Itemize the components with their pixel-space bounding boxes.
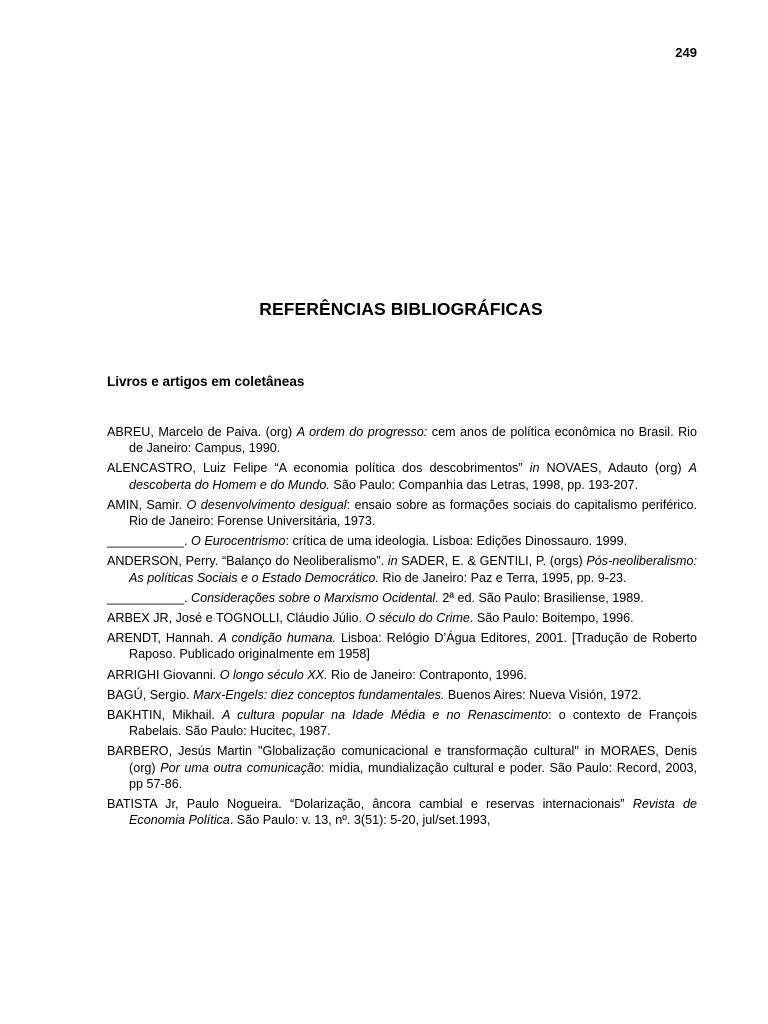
reference-text: SADER, E. & GENTILI, P. (orgs) <box>397 554 587 569</box>
reference-title-italic: O Eurocentrismo <box>191 534 286 549</box>
reference-title-italic: Considerações sobre o Marxismo Ocidental. <box>191 590 439 605</box>
reference-text: São Paulo: Companhia das Letras, 1998, pp. 193-207. <box>329 477 638 492</box>
reference-text: Buenos Aires: Nueva Visión, 1972. <box>444 687 642 702</box>
reference-text: . São Paulo: Boitempo, 1996. <box>469 611 634 626</box>
reference-text: : ensaio sobre as formações sociais do capitalismo periférico. Rio de Janeiro: Forense Universitária, 1973. <box>129 497 698 529</box>
reference-entry <box>107 667 697 683</box>
reference-entry <box>107 590 697 606</box>
reference-text: ___________. <box>107 534 192 549</box>
reference-entry <box>107 460 697 492</box>
reference-title-italic: A cultura popular na Idade Média e no Renascimento <box>222 708 549 723</box>
reference-entry <box>107 630 697 662</box>
reference-title-italic: O longo século XX. <box>219 667 328 682</box>
reference-entry <box>107 497 697 529</box>
reference-title-italic: O século do Crime <box>365 611 470 626</box>
reference-text: ARENDT, Hannah. <box>107 631 219 646</box>
reference-entry <box>107 424 697 456</box>
reference-entry <box>107 743 697 792</box>
reference-text: ARBEX JR, José e TOGNOLLI, Cláudio Júlio. <box>107 611 366 626</box>
reference-entry <box>107 610 697 626</box>
reference-text: ABREU, Marcelo de Paiva. (org) <box>107 425 297 439</box>
reference-text: cem anos de política econômica no Brasil. Rio de Janeiro: Campus, 1990. <box>129 425 697 456</box>
section-heading: Livros e artigos em coletâneas <box>107 374 305 389</box>
reference-text: ARRIGHI Giovanni. <box>107 667 220 682</box>
reference-title-italic: Marx-Engels: diez conceptos fundamentales. <box>193 687 445 702</box>
reference-text: : mídia, mundialização cultural e poder. São Paulo: Record, 2003, pp 57-86. <box>129 760 697 791</box>
reference-text: : crítica de uma ideologia. Lisboa: Edições Dinossauro. 1999. <box>285 534 628 549</box>
reference-text: BARBERO, Jesús Martin "Globalização comunicacional e transformação cultural" in MORAES, Denis (org) <box>107 744 697 775</box>
reference-text: ALENCASTRO, Luiz Felipe “A economia política dos descobrimentos” <box>107 461 530 476</box>
reference-entry <box>107 553 697 585</box>
reference-text: ___________. <box>107 590 192 605</box>
reference-title-italic: Revista de Economia Política <box>129 797 697 828</box>
reference-text: 2ª ed. São Paulo: Brasiliense, 1989. <box>438 590 644 605</box>
reference-text: BATISTA Jr, Paulo Nogueira. “Dolarização, âncora cambial e reservas internacionais” <box>107 797 633 812</box>
reference-title-italic: in <box>529 461 540 476</box>
reference-text: BAGÚ, Sergio. <box>107 687 194 702</box>
reference-title-italic: A ordem do progresso: <box>296 425 428 439</box>
reference-text: : o contexto de François Rabelais. São Paulo: Hucitec, 1987. <box>129 708 697 739</box>
page-number: 249 <box>675 45 697 60</box>
reference-text: BAKHTIN, Mikhail. <box>107 708 223 723</box>
reference-title-italic: A descoberta do Homem e do Mundo. <box>129 461 697 492</box>
reference-entry <box>107 533 697 549</box>
reference-list <box>107 424 697 832</box>
reference-title-italic: in <box>387 554 398 569</box>
reference-text: Rio de Janeiro: Paz e Terra, 1995, pp. 9-23. <box>378 570 627 585</box>
page-title: REFERÊNCIAS BIBLIOGRÁFICAS <box>259 299 543 319</box>
reference-text: . São Paulo: v. 13, nº. 3(51): 5-20, jul/set.1993, <box>229 813 491 828</box>
reference-text: AMIN, Samir. <box>107 497 187 512</box>
reference-title-italic: Por uma outra comunicação <box>160 760 321 775</box>
reference-text: ANDERSON, Perry. “Balanço do Neoliberalismo”. <box>107 554 388 569</box>
reference-text: Lisboa: Relógio D’Água Editores, 2001. [Tradução de Roberto Raposo. Publicado originalmente em 1958] <box>129 631 698 662</box>
reference-title-italic: A condição humana. <box>218 631 336 646</box>
reference-entry <box>107 707 697 739</box>
reference-entry <box>107 796 697 828</box>
reference-entry <box>107 687 697 703</box>
reference-text: NOVAES, Adauto (org) <box>539 461 689 476</box>
reference-title-italic: O desenvolvimento desigual <box>186 497 347 512</box>
reference-title-italic: Pós-neoliberalismo: As políticas Sociais e o Estado Democrático. <box>129 554 698 585</box>
reference-text: Rio de Janeiro: Contraponto, 1996. <box>327 667 528 682</box>
